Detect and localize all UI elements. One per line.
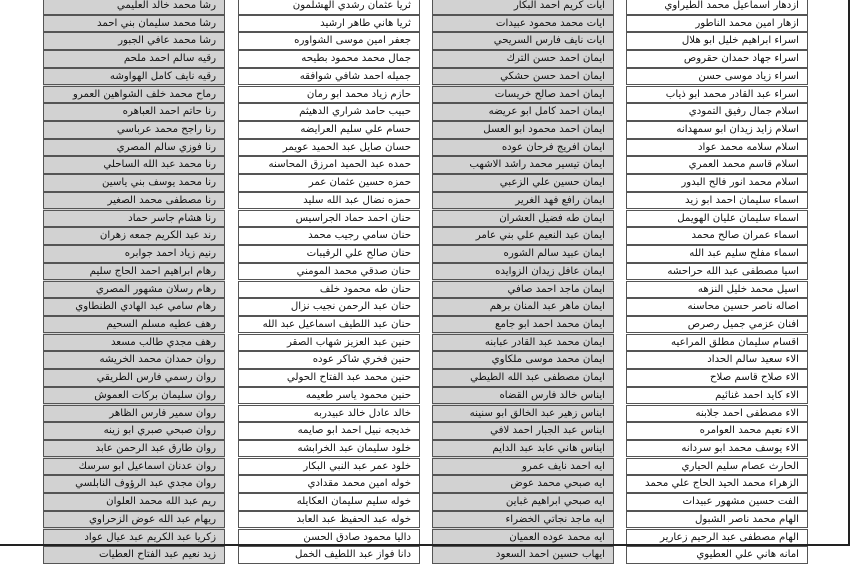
name-cell: ايه محمد عوده العميان [432,529,614,547]
name-cell: اسماء سليمان احمد ابو زيد [626,192,808,210]
name-cell: رنا هشام جاسر حماد [43,210,225,228]
name-cell: اسلام قاسم محمد العمري [626,156,808,174]
name-cell: روان عدنان اسماعيل ابو سرسك [43,458,225,476]
name-cell: ايمان ماهر عبد المنان برهم [432,298,614,316]
name-cell: حمزه نضال عبد الله سليد [238,192,420,210]
name-cell: ايهاب حسين احمد السعود [432,546,614,564]
name-cell: اسيل محمد خليل النزهه [626,281,808,299]
name-cell: ايمان افريج فرحان عوده [432,139,614,157]
name-cell: ايمان عبيد سالم الشوره [432,245,614,263]
name-cell: حنان احمد حماد الجراسيس [238,210,420,228]
name-cell: اسلام جمال رفيق التمودي [626,103,808,121]
name-cell: ايات نايف فارس السريحي [432,32,614,50]
name-cell: رماح محمد خلف الشواهين العمرو [43,86,225,104]
name-cell: ايمان عبد النعيم علي بني عامر [432,227,614,245]
name-cell: ثريا عثمان رشدي الهشلمون [238,0,420,15]
name-cell: ايناس خالد فارس القضاه [432,387,614,405]
name-cell: خلود عمر عبد النبي البكار [238,458,420,476]
name-cell: ايمان حسين علي الزعبي [432,174,614,192]
name-cell: ايمان طه فضيل العشران [432,210,614,228]
name-cell: روان حمدان محمد الخريشه [43,351,225,369]
name-cell: الزهراء محمد الحيد الحاج علي محمد [626,475,808,493]
name-cell: رنا راجح محمد عرباسي [43,121,225,139]
name-cell: خوله عبد الحفيظ عبد العابد [238,511,420,529]
name-cell: خديجه نبيل احمد ابو صايمه [238,422,420,440]
name-cell: اقسام سليمان مطلق المراعيه [626,334,808,352]
names-column-1 [626,0,808,564]
name-cell: رقيه سالم احمد ملحم [43,50,225,68]
name-cell: زكريا عبد الكريم عبد عيال عواد [43,529,225,547]
name-cell: جمال محمد محمود بطيحه [238,50,420,68]
name-cell: الاء نعيم محمد العوامره [626,422,808,440]
name-cell: اسراء زياد موسى حسن [626,68,808,86]
name-cell: رهام رسلان مشهور المصري [43,281,225,299]
name-cell: ازدهار اسماعيل محمد الطيراوي [626,0,808,15]
names-column-4 [43,0,225,564]
name-cell: ايناس عبد الجبار احمد لافي [432,422,614,440]
name-cell: ايمان ماجد احمد صافي [432,281,614,299]
name-cell: حسام علي سليم العرايضه [238,121,420,139]
name-cell: حنان طه محمود خلف [238,281,420,299]
name-cell: ايمان احمد حسن حشكي [432,68,614,86]
name-cell: خالد عادل خالد عبيدربه [238,405,420,423]
name-cell: اسلام محمد انور فالح البدور [626,174,808,192]
name-cell: ايمان عافل زيدان الزوايده [432,263,614,281]
name-cell: الاء سعيد سالم الحداد [626,351,808,369]
name-cell: رنيم زياد احمد جوابره [43,245,225,263]
name-cell: روان سمير فارس الظاهر [43,405,225,423]
name-cell: رهام سامي عبد الهادي الطنطاوي [43,298,225,316]
name-cell: رنا محمد يوسف بني ياسين [43,174,225,192]
name-cell: افنان عزمي جميل رصرص [626,316,808,334]
name-cell: حبيب حامد شراري الدهيثم [238,103,420,121]
name-cell: الاء مصطفى احمد جلابنه [626,405,808,423]
name-cell: حنان عبد الرحمن نجيب نزال [238,298,420,316]
names-column-3 [238,0,420,564]
name-cell: روان مجدي عبد الرؤوف النابلسي [43,475,225,493]
name-cell: الحارث عصام سليم الحياري [626,458,808,476]
name-cell: ايمان احمد صالح خريسات [432,86,614,104]
name-cell: اسماء مفلح سليم عبد الله [626,245,808,263]
name-cell: روان صبحي صبري ابو زينه [43,422,225,440]
name-cell: حمده عبد الحميد امرزق المحاسنه [238,156,420,174]
name-cell: ايمان احمد كامل ابو عريضه [432,103,614,121]
name-cell: رقيه نايف كامل الهواوشه [43,68,225,86]
name-cell: اسيا مصطفى عبد الله حراحشه [626,263,808,281]
name-cell: رنا فوزي سالم المصري [43,139,225,157]
name-cell: الفت حسين مشهور عبيدات [626,493,808,511]
name-cell: ايات محمد محمود عبيدات [432,15,614,33]
name-cell: رهف عطيه مسلم السحيم [43,316,225,334]
name-cell: امانه هاني علي العطيوي [626,546,808,564]
name-cell: رند عبد الكريم جمعه زهران [43,227,225,245]
names-column-2 [432,0,614,564]
name-cell: حنين عبد العزيز شهاب الصقر [238,334,420,352]
name-cell: رشا محمد خالد العليمي [43,0,225,15]
name-cell: حنين محمود ياسر طعيمه [238,387,420,405]
name-cell: حنين محمد عبد الفتاح الحولي [238,369,420,387]
name-cell: ايات كريم احمد البكار [432,0,614,15]
name-cell: ايمان مصطفى عبد الله الطيطي [432,369,614,387]
name-cell: روان طارق عبد الرحمن عابد [43,440,225,458]
name-cell: ثريا هاني طاهر ارشيد [238,15,420,33]
name-cell: ايمان احمد محمود ابو العسل [432,121,614,139]
name-cell: رهام ابراهيم احمد الحاج سليم [43,263,225,281]
name-cell: دانا فواز عبد اللطيف الخمل [238,546,420,564]
name-cell: رنا مصطفى محمد الصغير [43,192,225,210]
name-cell: اسلام زايد زيدان ابو سمهدانه [626,121,808,139]
name-cell: رشا محمد سليمان بني احمد [43,15,225,33]
name-cell: حنان صالح علي الرقيبات [238,245,420,263]
name-cell: حازم زياد محمد ابو رمان [238,86,420,104]
name-cell: ايمان احمد حسن الترك [432,50,614,68]
name-cell: ايه صبحي ابراهيم غباين [432,493,614,511]
name-cell: رنا حاتم احمد العباهره [43,103,225,121]
name-cell: خلود سليمان عبد الخرابشه [238,440,420,458]
name-cell: خوله امين محمد مقدادي [238,475,420,493]
name-cell: رهف مجدي طالب مسعد [43,334,225,352]
name-cell: حنان عبد اللطيف اسماعيل عبد الله [238,316,420,334]
name-cell: حنان صدقي محمد المومني [238,263,420,281]
name-cell: حنين فخري شاكر عوده [238,351,420,369]
name-cell: الاء يوسف محمد ابو سردانه [626,440,808,458]
name-cell: الهام مصطفى عبد الرحيم زعارير [626,529,808,547]
name-cell: ايه ماجد نجاتي الخضراء [432,511,614,529]
name-cell: زيد نعيم عبد الفتاح العطيات [43,546,225,564]
name-cell: ايه احمد نايف عمرو [432,458,614,476]
name-cell: روان سليمان بركات العموش [43,387,225,405]
name-cell: ايمان تيسير محمد راشد الاشهب [432,156,614,174]
name-cell: ايمان محمد موسى ملكاوي [432,351,614,369]
name-cell: اصاله ناصر حسين محاسنه [626,298,808,316]
name-cell: ايه صبحي محمد عوض [432,475,614,493]
name-cell: اسماء عمران صالح محمد [626,227,808,245]
name-cell: اسماء سليمان عليان الهويمل [626,210,808,228]
name-cell: ريم عبد الله محمد العلوان [43,493,225,511]
name-cell: اسراء عبد القادر محمد ابو ذياب [626,86,808,104]
name-cell: داليا محمود صادق الحسن [238,529,420,547]
name-cell: ايمان محمد عبد القادر عبابنه [432,334,614,352]
name-cell: جميله احمد شافي شوافقه [238,68,420,86]
name-cell: الاء صلاح قاسم صلاح [626,369,808,387]
name-cell: اسراء ابراهيم خليل ابو هلال [626,32,808,50]
name-cell: خوله سليم سليمان العكايله [238,493,420,511]
name-cell: ايناس هاني عابد عبد الدايم [432,440,614,458]
name-cell: حنان سامي رجيب محمد [238,227,420,245]
name-cell: ايناس زهير عبد الخالق ابو سنينه [432,405,614,423]
name-cell: حسان صايل عبد الحميد عويمر [238,139,420,157]
name-cell: ايمان محمد احمد ابو جامع [432,316,614,334]
name-cell: رشا محمد عافي الجبور [43,32,225,50]
name-cell: الهام محمد ناصر الشبول [626,511,808,529]
name-cell: اسراء جهاد حمدان حقروص [626,50,808,68]
name-cell: ريهام عبد الله عوض الزحراوي [43,511,225,529]
name-cell: رنا محمد عبد الله الساحلي [43,156,225,174]
name-cell: ازهار امين محمد الناطور [626,15,808,33]
name-cell: ايمان رافع فهد الغرير [432,192,614,210]
name-cell: الاء كايد احمد غنائيم [626,387,808,405]
name-cell: حمزه حسين عثمان عمر [238,174,420,192]
name-cell: جعفر امين موسى الشواوره [238,32,420,50]
name-cell: اسلام سلامه محمد عواد [626,139,808,157]
name-cell: روان رسمي فارس الطريقي [43,369,225,387]
